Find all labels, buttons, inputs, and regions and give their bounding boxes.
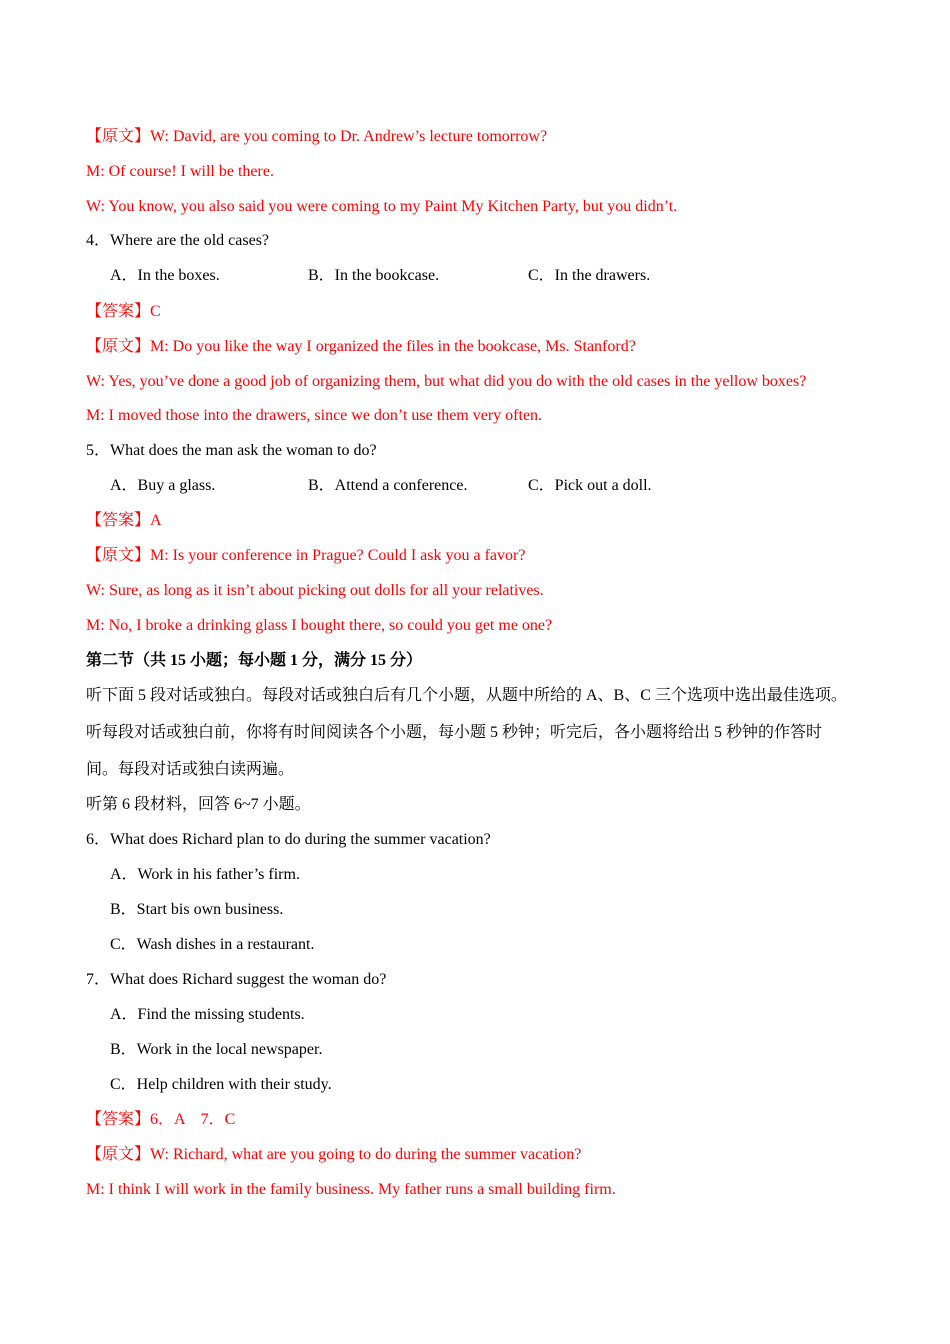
section-2-instruction-2: 听每段对话或独白前，你将有时间阅读各个小题，每小题 5 秒钟；听完后，各小题将给出 5 秒钟的作答时 — [86, 724, 823, 741]
q4-answer: 【答案】C — [86, 303, 161, 320]
q5-option-c: C．Pick out a doll. — [528, 477, 652, 494]
q6-question: 6．What does Richard plan to do during the summer vacation? — [86, 831, 491, 848]
q6-7-answer: 【答案】6．A 7．C — [86, 1111, 236, 1128]
q6-option-a: A．Work in his father’s firm. — [110, 866, 300, 883]
q5-option-a: A．Buy a glass. — [110, 477, 216, 494]
q4-question: 4．Where are the old cases? — [86, 232, 270, 249]
q3-transcript-line-3: W: You know, you also said you were coming to my Paint My Kitchen Party, but you didn’t. — [86, 198, 678, 215]
section-2-instruction-3: 间。每段对话或独白读两遍。 — [86, 761, 295, 778]
section-2-heading: 第二节（共 15 小题；每小题 1 分，满分 15 分） — [86, 652, 423, 669]
section-2-instruction-1: 听下面 5 段对话或独白。每段对话或独白后有几个小题，从题中所给的 A、B、C 三个选项中选出最佳选项。 — [86, 687, 847, 704]
q6-7-transcript-line-2: M: I think I will work in the family business. My father runs a small building firm. — [86, 1181, 616, 1198]
q7-option-b: B．Work in the local newspaper. — [110, 1041, 323, 1058]
q6-option-b: B．Start bis own business. — [110, 901, 284, 918]
q6-option-c: C．Wash dishes in a restaurant. — [110, 936, 315, 953]
q3-transcript-line-1: 【原文】W: David, are you coming to Dr. Andrew’s lecture tomorrow? — [86, 128, 548, 145]
q5-transcript-line-3: M: No, I broke a drinking glass I bought there, so could you get me one? — [86, 617, 553, 634]
q4-transcript-line-3: M: I moved those into the drawers, since we don’t use them very often. — [86, 407, 543, 424]
q5-transcript-line-1: 【原文】M: Is your conference in Prague? Could I ask you a favor? — [86, 547, 526, 564]
q3-transcript-line-2: M: Of course! I will be there. — [86, 163, 274, 180]
q7-option-c: C．Help children with their study. — [110, 1076, 332, 1093]
q4-option-b: B．In the bookcase. — [308, 267, 440, 284]
material-6-intro: 听第 6 段材料，回答 6~7 小题。 — [86, 796, 311, 813]
q4-transcript-line-2: W: Yes, you’ve done a good job of organizing them, but what did you do with the old cases in the yellow boxes? — [86, 373, 807, 390]
q5-answer: 【答案】A — [86, 512, 162, 529]
q5-question: 5．What does the man ask the woman to do? — [86, 442, 377, 459]
q4-option-a: A．In the boxes. — [110, 267, 220, 284]
q7-question: 7．What does Richard suggest the woman do? — [86, 971, 387, 988]
q4-transcript-line-1: 【原文】M: Do you like the way I organized the files in the bookcase, Ms. Stanford? — [86, 338, 636, 355]
q6-7-transcript-line-1: 【原文】W: Richard, what are you going to do during the summer vacation? — [86, 1146, 582, 1163]
q7-option-a: A．Find the missing students. — [110, 1006, 305, 1023]
q5-option-b: B．Attend a conference. — [308, 477, 468, 494]
q5-transcript-line-2: W: Sure, as long as it isn’t about picking out dolls for all your relatives. — [86, 582, 544, 599]
q4-option-c: C．In the drawers. — [528, 267, 651, 284]
